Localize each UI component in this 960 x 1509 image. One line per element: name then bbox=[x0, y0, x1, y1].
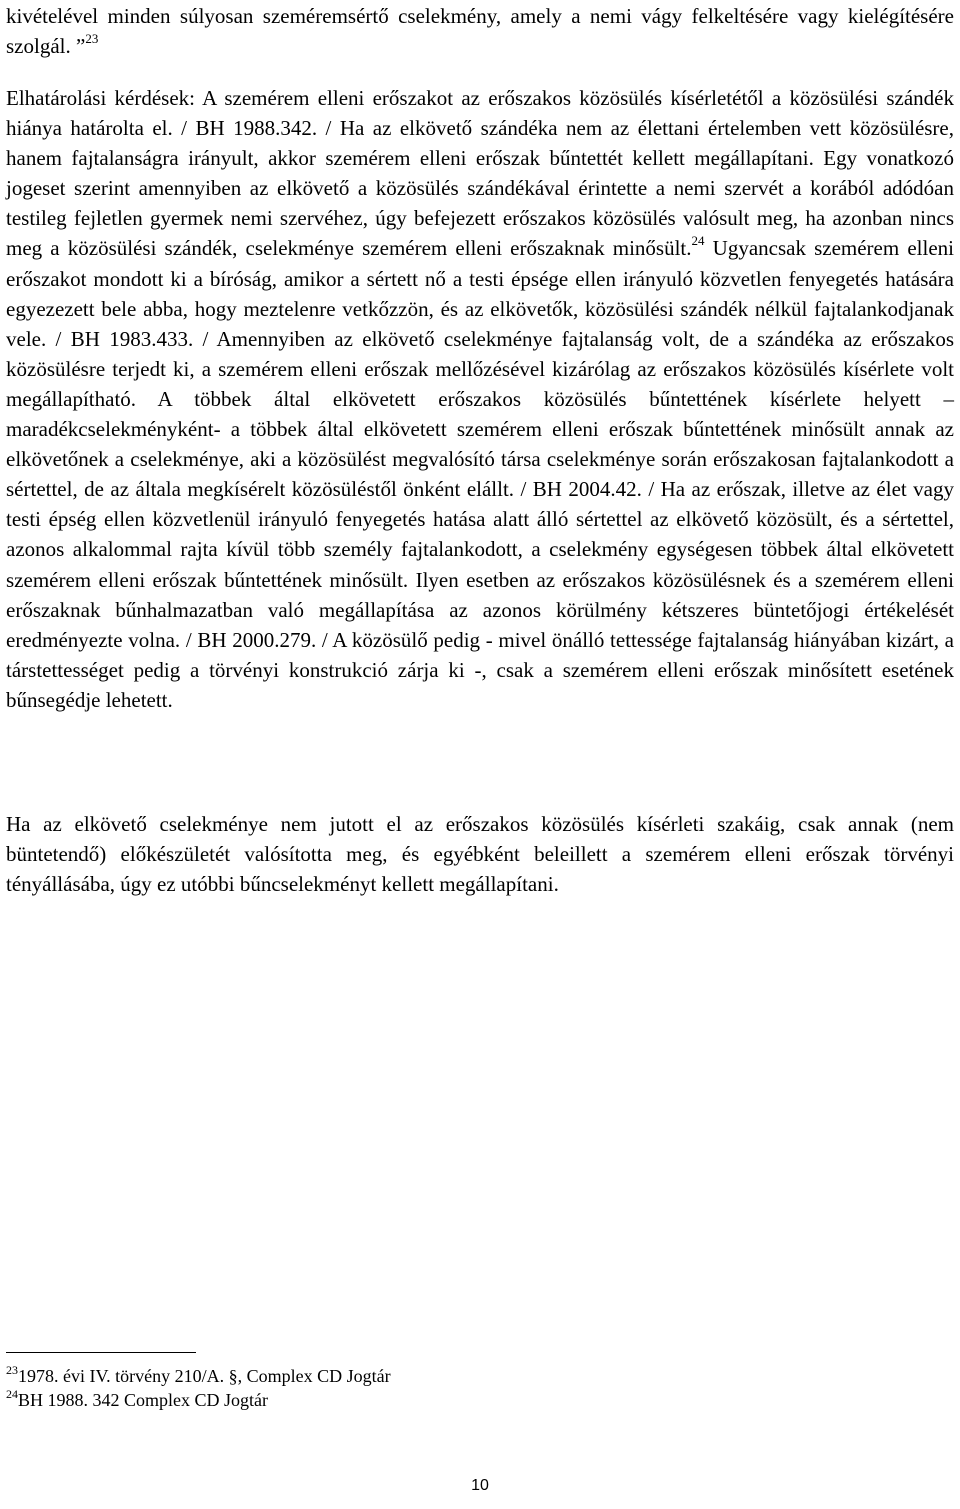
paragraph-delimitation bbox=[6, 83, 954, 715]
footnote-text: 1978. évi IV. törvény 210/A. §, Complex CD Jogtár bbox=[18, 1366, 391, 1386]
paragraph-text: Ha az elkövető cselekménye nem jutott el az erőszakos közösülés kísérleti szakáig, csak annak (nem büntetendő) előkészületét valósította meg, és egyébként beleillett a szemérem elleni erőszak törvényi tényállásába, úgy ez utóbbi bűncselekményt kellett megállapítani. bbox=[6, 812, 954, 897]
footnotes bbox=[6, 1364, 706, 1412]
footnote-text: BH 1988. 342 Complex CD Jogtár bbox=[18, 1390, 268, 1410]
paragraph-preparation bbox=[6, 809, 954, 899]
footnote-separator bbox=[6, 1352, 196, 1353]
paragraph-continuation bbox=[6, 1, 954, 61]
paragraph-text-part-a: Elhatárolási kérdések: A szemérem elleni erőszakot az erőszakos közösülés kísérletétől a közösülési szándék hiánya határolta el. / BH 1988.342. / Ha az elkövető szándéka nem az élettani értelemben vett közösülésre, hanem fajtalanságra irányult, akkor szemérem elleni erőszak bűntettét kellett megállapítani. Egy vonatkozó jogeset szerint amennyiben az elkövető a közösülés szándékával érintette a nemi szervét a korából adódóan testileg fejletlen gyermek nemi szervéhez, úgy befejezett erőszakos közösülés valósult meg, ha azonban nincs meg a közösülési szándék, cselekménye szemérem elleni erőszaknak minősült. bbox=[6, 86, 954, 261]
footnote-ref-24[interactable]: 24 bbox=[691, 233, 705, 249]
footnote-ref-23[interactable]: 23 bbox=[85, 31, 99, 47]
paragraph-text-part-b: Ugyancsak szemérem elleni erőszakot mondott ki a bíróság, amikor a sértett nő a testi épsége ellen irányuló közvetlen fenyegetés hatására egyezezett bele abba, hogy meztelenre vetkőzzön, és az elkövetők, közösülési szándék nélkül fajtalankodjanak vele. / BH 1983.433. / Amennyiben az elkövető cselekménye fajtalanság volt, de a szándéka az erőszakos közösülésre terjedt ki, a szemérem elleni erőszak mellőzésével kizárólag az erőszakos közösülés kísérlete volt megállapítható. A többek által elkövetett erőszakos közösülés bűntettének kísérlete helyett – maradékcselekményként- a többek által elkövetett szemérem elleni erőszak bűntettének minősült annak az elkövetőnek a cselekménye, aki a közösülést megvalósító társa cselekménye során erőszakosan fajtalankodott a sértettel, de az általa megkísérelt közösüléstől önként elállt. / BH 2004.42. / Ha az erőszak, illetve az élet vagy testi épség ellen közvetlenül irányuló fenyegetés hatása alatt álló sértettel az elkövető közösült, és a sértettel, azonos alkalommal rajta kívül több személy fajtalankodott, a cselekmény egységesen többek által elkövetett szemérem elleni erőszak bűntettének minősült. Ilyen esetben az erőszakos közösülésnek és a szemérem elleni erőszaknak bűnhalmazatban való megállapítása az azonos körülmény kétszeres büntetőjogi értékelését eredményezte volna. / BH 2000.279. / A közösülő pedig - mivel önálló tettessége fajtalanság hiányában kizárt, a társtettességet pedig a törvényi konstrukció zárja ki -, csak a szemérem elleni erőszak minősített esetének bűnsegédje lehetett. bbox=[6, 236, 954, 712]
page-number: 10 bbox=[471, 1477, 489, 1494]
footnote-item bbox=[6, 1364, 706, 1388]
footnote-number: 24 bbox=[6, 1387, 18, 1401]
footnote-number: 23 bbox=[6, 1363, 18, 1377]
paragraph-text: kivételével minden súlyosan szeméremsértő cselekmény, amely a nemi vágy felkeltésére vagy kielégítésére szolgál. ” bbox=[6, 4, 954, 59]
footnote-item bbox=[6, 1388, 706, 1412]
